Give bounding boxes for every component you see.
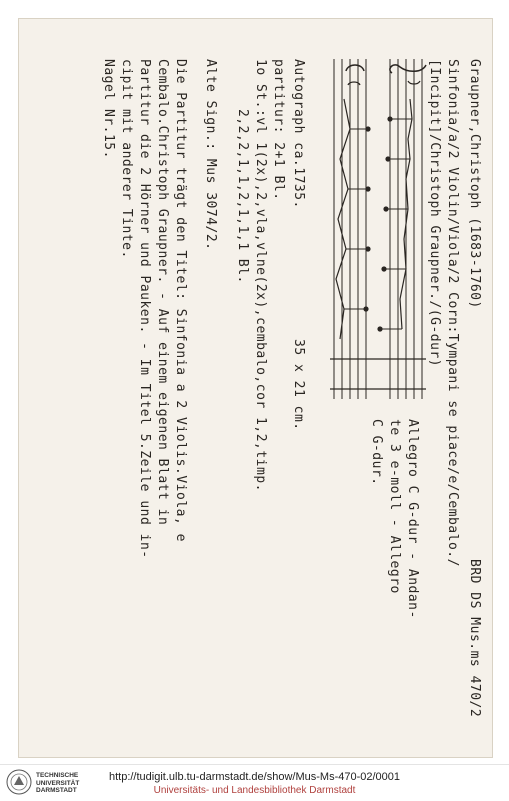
card-autograph: Autograph ca.1735.: [291, 59, 306, 209]
logo-text: TECHNISCHE UNIVERSITÄT DARMSTADT: [36, 772, 80, 794]
card-old-signature: Alte Sign.: Mus 3074/2.: [203, 59, 218, 251]
card-incipit-line-2: te 3 e-moll - Allegro: [387, 419, 402, 594]
card-parts-leaves: 2,2,2,1,1,2,1,1,1 Bl.: [235, 109, 250, 284]
card-note-line-2: Cembalo.Christoph Graupner. - Auf einem eigenen Blatt in: [155, 59, 170, 526]
library-name[interactable]: Universitäts- und Landesbibliothek Darmstadt: [153, 785, 356, 796]
card-incipit-line-3: C G-dur.: [369, 419, 384, 486]
card-title-line-2: [Incipit]/Christoph Graupner./(G-dur): [427, 59, 442, 368]
card-note-line-4: cipit mit anderer Tinte.: [119, 59, 134, 259]
card-shelfmark: BRD DS Mus.ms 470/2: [467, 559, 482, 718]
catalog-card-text: [19, 19, 494, 759]
card-nagel-number: Nagel Nr.15.: [101, 59, 116, 159]
card-partitur: partitur: 2+1 Bl.: [271, 59, 286, 201]
card-note-line-3: Partitur die 2 Hörner und Pauken. - Im Titel 5.Zeile und in-: [137, 59, 152, 559]
card-note-line-1: Die Partitur trägt den Titel: Sinfonia a 2 Violis.Viola, e: [173, 59, 188, 542]
card-incipit-line-1: Allegro C G-dur - Andan-: [405, 419, 420, 619]
card-title-line-1: Sinfonia/a/2 Violin/Viola/2 Corn:Tympani se piace/e/Cembalo./: [445, 59, 460, 567]
card-parts: 1o St.:vl 1(2x),2,vla,vlne(2x),cembalo,cor 1,2,timp.: [253, 59, 268, 492]
handwritten-music-staff-icon: [320, 59, 430, 399]
card-author: Graupner,Christoph (1683-1760): [467, 59, 482, 309]
card-dimensions: 35 x 21 cm.: [291, 339, 306, 431]
permalink-url[interactable]: http://tudigit.ulb.tu-darmstadt.de/show/Mus-Ms-470-02/0001: [108, 771, 401, 783]
page-footer: [0, 764, 509, 801]
catalog-card: [18, 18, 493, 758]
